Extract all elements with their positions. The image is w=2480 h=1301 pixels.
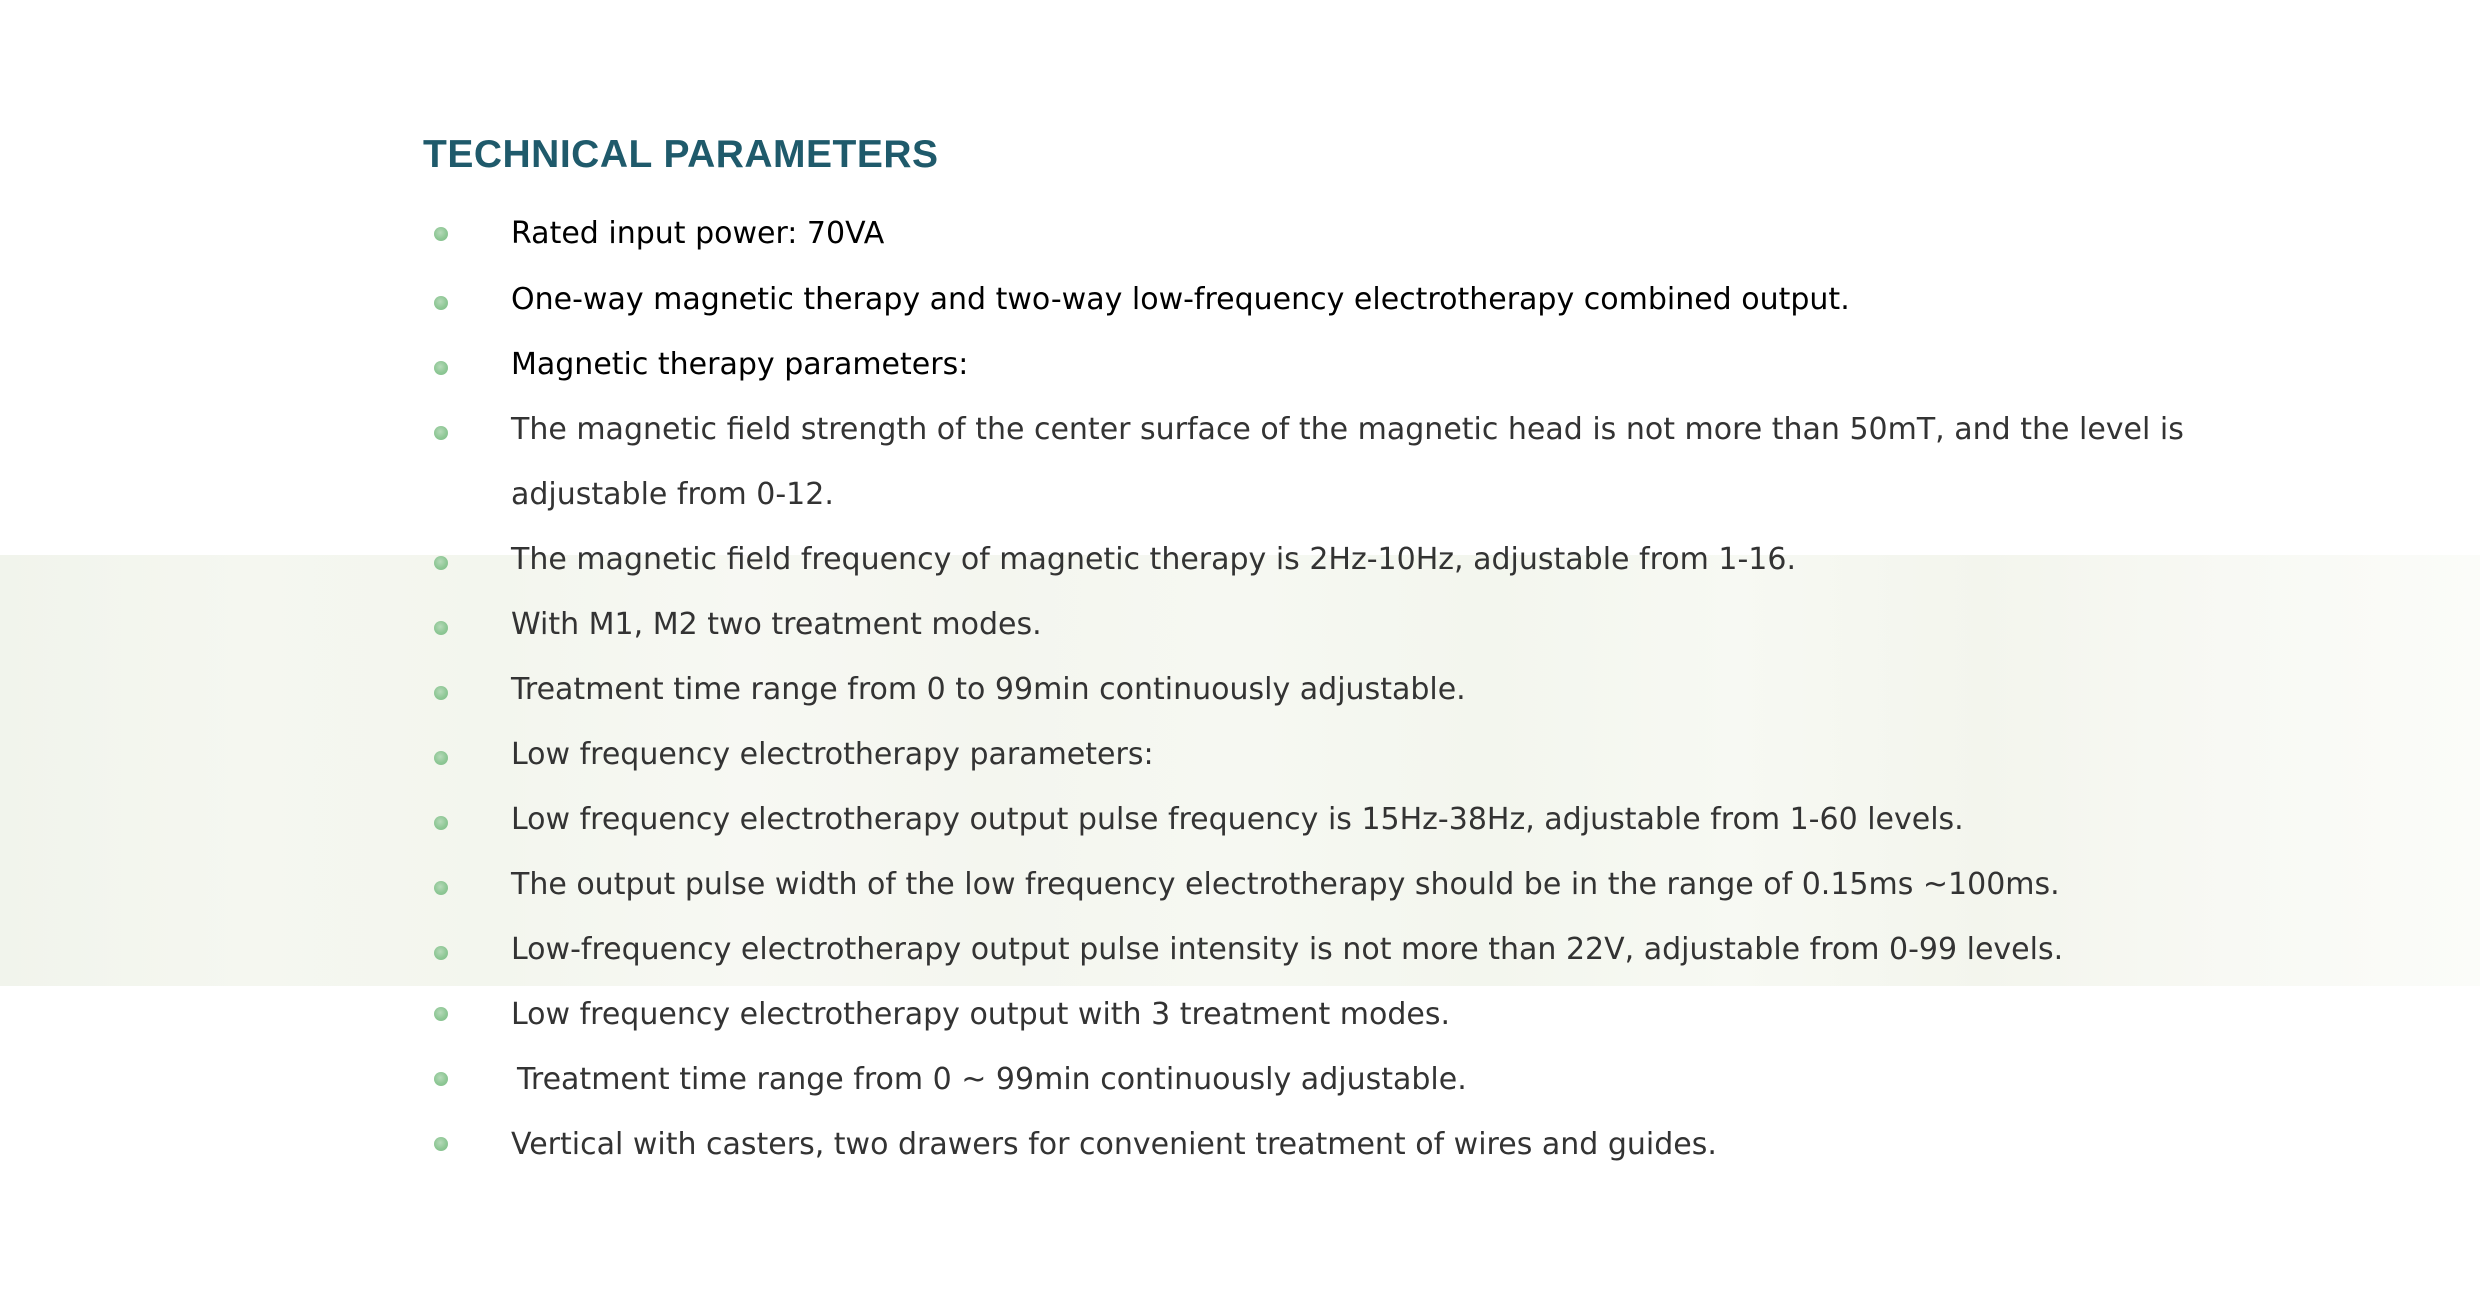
bullet-icon	[434, 1137, 448, 1151]
list-item-text: Low frequency electrotherapy output with 3 treatment modes.	[511, 997, 1451, 1032]
background-band	[0, 555, 2480, 986]
list-item-text: Low frequency electrotherapy parameters:	[511, 737, 1154, 772]
bullet-icon	[434, 751, 448, 765]
list-item-text: Magnetic therapy parameters:	[511, 347, 969, 382]
bullet-icon	[434, 227, 448, 241]
bullet-icon	[434, 296, 448, 310]
bullet-icon	[434, 1072, 448, 1086]
bullet-icon	[434, 686, 448, 700]
list-item-text: Low-frequency electrotherapy output pulse intensity is not more than 22V, adjustable from 0-99 levels.	[511, 932, 2064, 967]
list-item-text: The output pulse width of the low frequency electrotherapy should be in the range of 0.15ms ~100ms.	[511, 867, 2060, 902]
list-item-text: Treatment time range from 0 to 99min continuously adjustable.	[511, 672, 1466, 707]
bullet-icon	[434, 621, 448, 635]
bullet-icon	[434, 946, 448, 960]
bullet-icon	[434, 1007, 448, 1021]
bullet-icon	[434, 881, 448, 895]
bullet-icon	[434, 556, 448, 570]
bullet-icon	[434, 816, 448, 830]
list-item-text: Vertical with casters, two drawers for convenient treatment of wires and guides.	[511, 1127, 1717, 1162]
list-item-text: One-way magnetic therapy and two-way low-frequency electrotherapy combined output.	[511, 282, 1850, 317]
list-item-text: adjustable from 0-12.	[511, 477, 834, 512]
list-item-text: The magnetic field frequency of magnetic therapy is 2Hz-10Hz, adjustable from 1-16.	[511, 542, 1797, 577]
page-title: TECHNICAL PARAMETERS	[423, 133, 939, 176]
bullet-icon	[434, 361, 448, 375]
list-item-text: Low frequency electrotherapy output pulse frequency is 15Hz-38Hz, adjustable from 1-60 levels.	[511, 802, 1964, 837]
list-item-text: Treatment time range from 0 ~ 99min continuously adjustable.	[517, 1062, 1467, 1097]
bullet-icon	[434, 426, 448, 440]
list-item-text: With M1, M2 two treatment modes.	[511, 607, 1042, 642]
list-item-text: Rated input power: 70VA	[511, 216, 885, 251]
list-item-text: The magnetic field strength of the center surface of the magnetic head is not more than 50mT, and the level is	[511, 412, 2184, 447]
